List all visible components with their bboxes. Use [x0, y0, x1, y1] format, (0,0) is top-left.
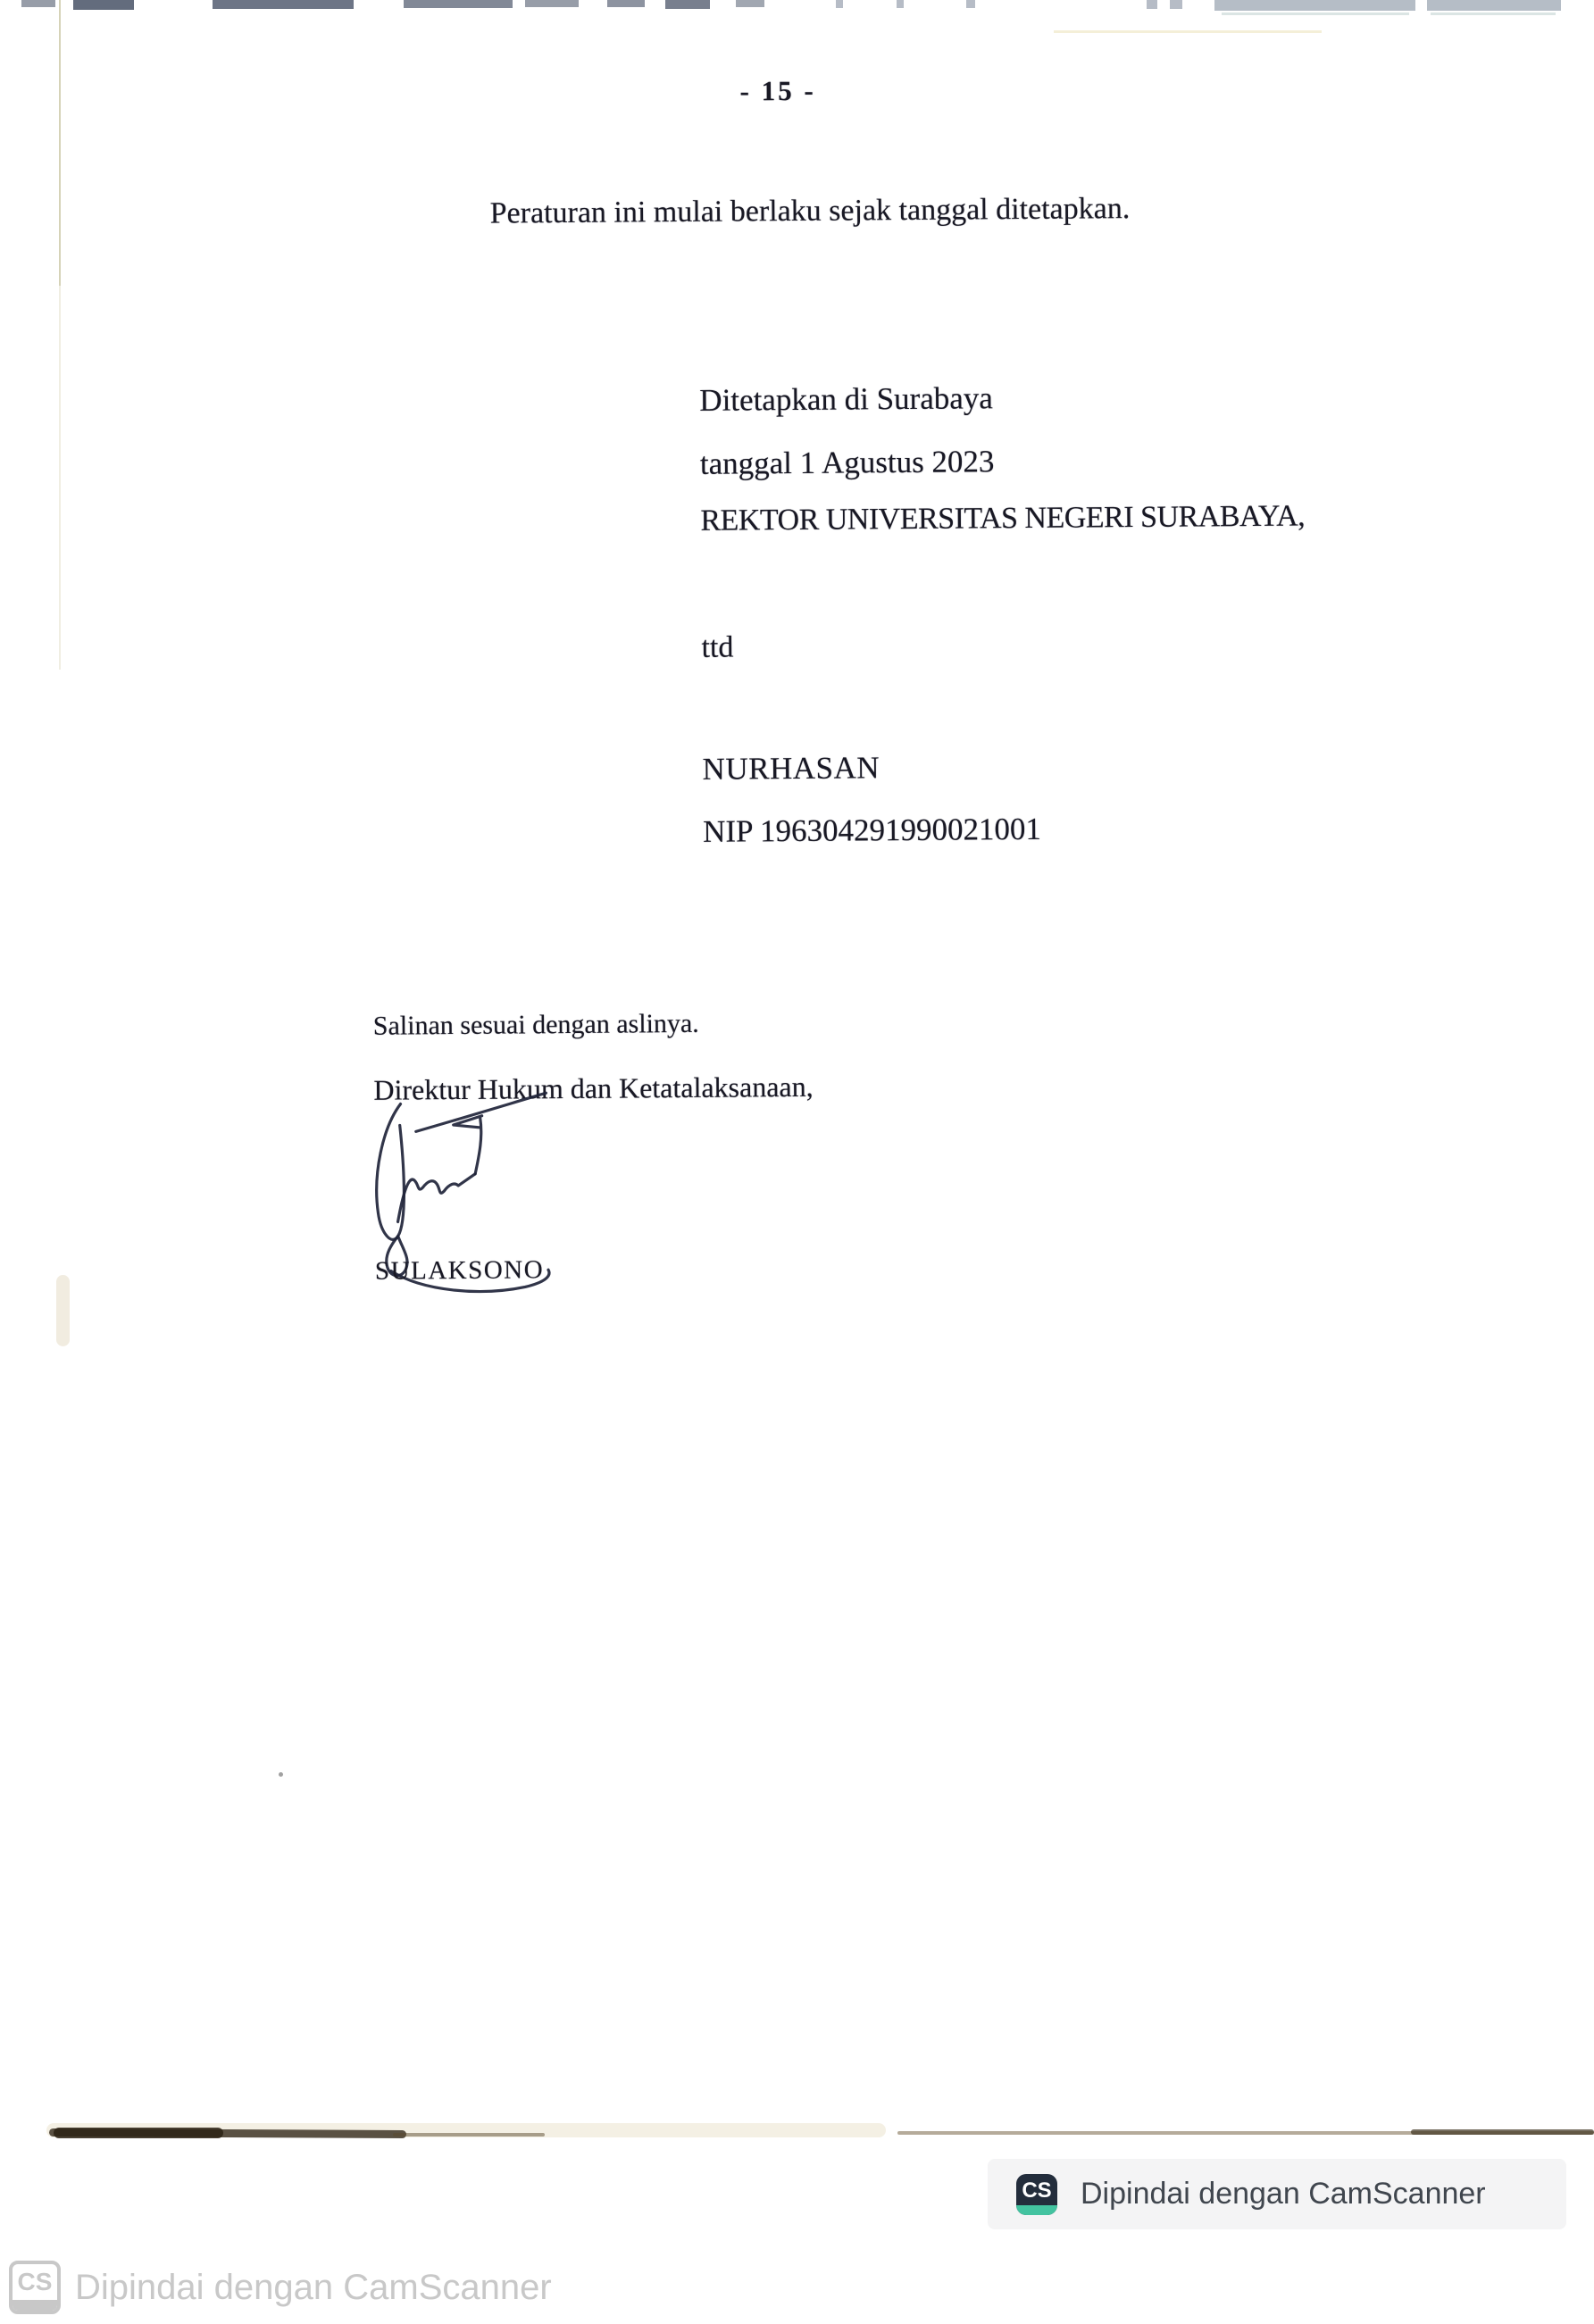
page-number: - 15 - [739, 74, 816, 107]
director-title-line: Direktur Hukum dan Ketatalaksanaan, [373, 1070, 814, 1106]
enactment-date-line: tanggal 1 Agustus 2023 [699, 444, 995, 481]
enactment-place-line: Ditetapkan di Surabaya [699, 380, 993, 418]
camscanner-cs-outline-icon [9, 2261, 61, 2314]
camscanner-badge-text: Dipindai dengan CamScanner [1081, 2177, 1486, 2211]
rector-name: NURHASAN [702, 750, 880, 787]
director-name: SULAKSONO [374, 1255, 545, 1286]
certified-copy-line: Salinan sesuai dengan aslinya. [372, 1008, 699, 1041]
camscanner-icon-letters: CS [1022, 2178, 1052, 2203]
camscanner-watermark-text: Dipindai dengan CamScanner [75, 2267, 552, 2307]
camscanner-badge[interactable] [988, 2159, 1566, 2229]
body-paragraph: Peraturan ini mulai berlaku sejak tanggal ditetapkan. [489, 192, 1131, 230]
camscanner-watermark [9, 2261, 552, 2314]
camscanner-cs-icon [1016, 2174, 1057, 2215]
rector-nip: NIP 196304291990021001 [702, 811, 1042, 849]
camscanner-watermark-strip [13, 2300, 57, 2311]
signed-abbreviation: ttd [701, 630, 734, 664]
camscanner-icon-accent-strip [1016, 2205, 1057, 2215]
camscanner-watermark-letters: CS [17, 2268, 53, 2295]
enactment-authority-line: REKTOR UNIVERSITAS NEGERI SURABAYA, [700, 499, 1306, 537]
